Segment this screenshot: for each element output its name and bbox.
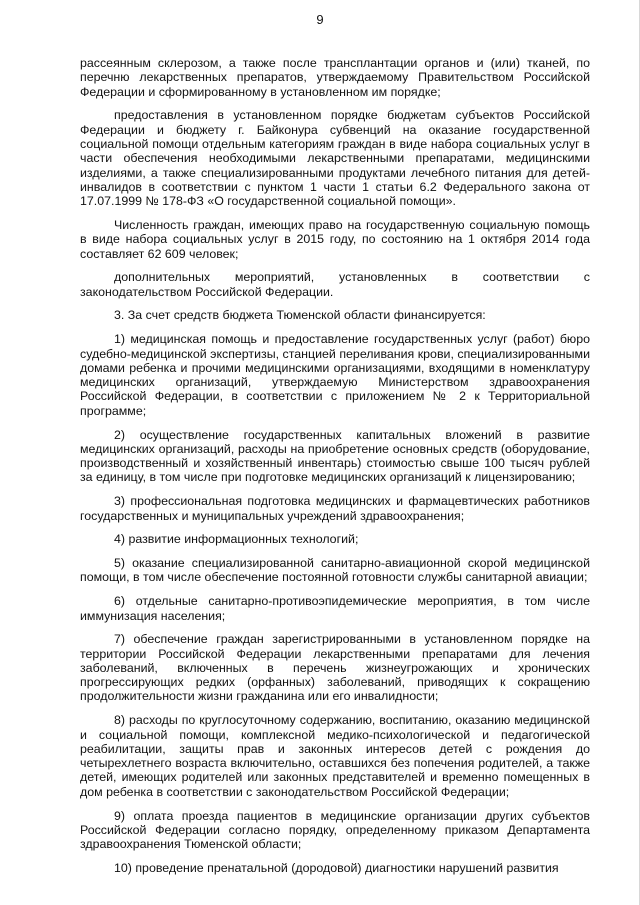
list-item: 3) профессиональная подготовка медицинских и фармацевтических работников государственных и муниципальных учреждений здравоохранения;	[80, 494, 590, 523]
list-item: 4) развитие информационных технологий;	[114, 532, 359, 547]
paragraph: рассеянным склерозом, а также после трансплантации органов и (или) тканей, по перечню лекарственных препаратов, утверждаемому Правительством Российской Федерации и сформированному в установленном им порядке;	[80, 56, 590, 99]
list-item: 8) расходы по круглосуточному содержанию, воспитанию, оказанию медицинской и социальной помощи, комплексной медико-психологической и педагогической реабилитации, защиты прав и законных интересов детей с рождения до четырехлетнего возраста включительно, оставшихся без попечения родителей, а также детей, имеющих родителей или законных представителей и временно помещенных в дом ребенка в соответствии с законодательством Российской Федерации;	[80, 713, 590, 799]
list-item: 10) проведение пренатальной (дородовой) диагностики нарушений развития	[114, 860, 559, 875]
list-item: 9) оплата проезда пациентов в медицинские организации других субъектов Российской Федерации согласно порядку, определенному приказом Департамента здравоохранения Тюменской области;	[80, 808, 590, 852]
list-item: 5) оказание специализированной санитарно-авиационной скорой медицинской помощи, в том числе обеспечение постоянной готовности службы санитарной авиации;	[80, 556, 590, 585]
list-item: 1) медицинская помощь и предоставление государственных услуг (работ) бюро судебно-медицинской экспертизы, станцией переливания крови, специализированными домами ребенка и прочими медицинскими организациями, входящими в номенклатуру медицинских организаций, утверждаемую Министерством здравоохранения Российской Федерации, в соответствии с приложением № 2 к Территориальной программе;	[80, 332, 590, 418]
paragraph: предоставления в установленном порядке бюджетам субъектов Российской Федерации и бюджету г. Байконура субвенций на оказание государственной социальной помощи отдельным категориям граждан в виде набора социальных услуг в части обеспечения необходимыми лекарственными препаратами, медицинскими изделиями, а также специализированными продуктами лечебного питания для детей-инвалидов в соответствии с пунктом 1 части 1 статьи 6.2 Федерального закона от 17.07.1999 № 178-ФЗ «О государственной социальной помощи».	[80, 108, 590, 209]
list-item: 6) отдельные санитарно-противоэпидемические мероприятия, в том числе иммунизация населения;	[80, 594, 590, 623]
document-body	[80, 56, 590, 885]
paragraph: Численность граждан, имеющих право на государственную социальную помощь в виде набора социальных услуг в 2015 году, по состоянию на 1 октября 2014 года составляет 62 609 человек;	[80, 217, 590, 261]
section-heading: 3. За счет средств бюджета Тюменской области финансируется:	[114, 308, 486, 323]
list-item: 2) осуществление государственных капитальных вложений в развитие медицинских организаций, расходы на приобретение основных средств (оборудование, производственный и хозяйственный инвентарь) стоимостью свыше 100 тысяч рублей за единицу, в том числе при подготовке медицинских организаций к лицензированию;	[80, 427, 590, 485]
page-number: 9	[316, 12, 324, 27]
paragraph: дополнительных мероприятий, установленных в соответствии с законодательством Российской Федерации.	[80, 270, 590, 299]
list-item: 7) обеспечение граждан зарегистрированными в установленном порядке на территории Российской Федерации лекарственными препаратами для лечения заболеваний, включенных в перечень жизнеугрожающих и хронических прогрессирующих редких (орфанных) заболеваний, приводящих к сокращению продолжительности жизни гражданина или его инвалидности;	[80, 632, 590, 704]
